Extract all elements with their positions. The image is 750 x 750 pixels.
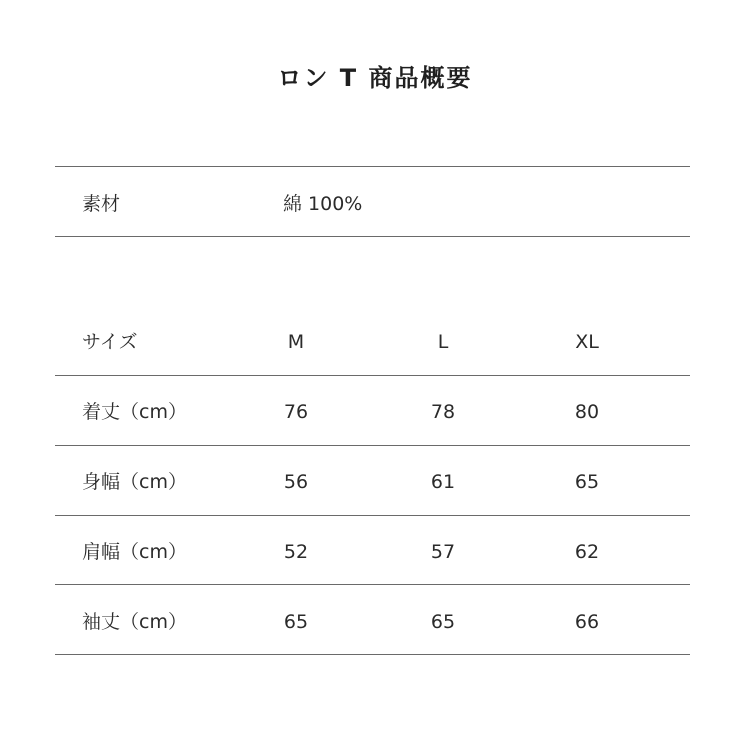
row-value-l: 78: [430, 401, 456, 423]
row-label: 身幅（cm）: [82, 471, 187, 493]
size-header-l: L: [437, 331, 449, 353]
material-value: 綿 100%: [283, 193, 363, 215]
table-divider: [55, 515, 690, 516]
size-header-xl: XL: [575, 331, 599, 353]
size-header-label: サイズ: [82, 331, 138, 353]
table-divider: [55, 375, 690, 376]
table-divider: [55, 584, 690, 585]
table-divider: [55, 654, 690, 655]
row-value-l: 65: [430, 611, 456, 633]
material-label: 素材: [82, 193, 121, 215]
row-value-m: 65: [283, 611, 309, 633]
material-bottom-divider: [55, 236, 690, 237]
row-value-xl: 80: [574, 401, 600, 423]
page-title: ロン T 商品概要: [277, 64, 473, 92]
row-label: 袖丈（cm）: [82, 611, 187, 633]
row-value-xl: 65: [574, 471, 600, 493]
row-value-xl: 66: [574, 611, 600, 633]
table-divider: [55, 445, 690, 446]
row-value-m: 56: [283, 471, 309, 493]
material-top-divider: [55, 166, 690, 167]
size-header-m: M: [287, 331, 305, 353]
row-label: 着丈（cm）: [82, 401, 187, 423]
row-value-xl: 62: [574, 541, 600, 563]
row-value-l: 61: [430, 471, 456, 493]
row-value-m: 76: [283, 401, 309, 423]
row-label: 肩幅（cm）: [82, 541, 187, 563]
row-value-l: 57: [430, 541, 456, 563]
row-value-m: 52: [283, 541, 309, 563]
